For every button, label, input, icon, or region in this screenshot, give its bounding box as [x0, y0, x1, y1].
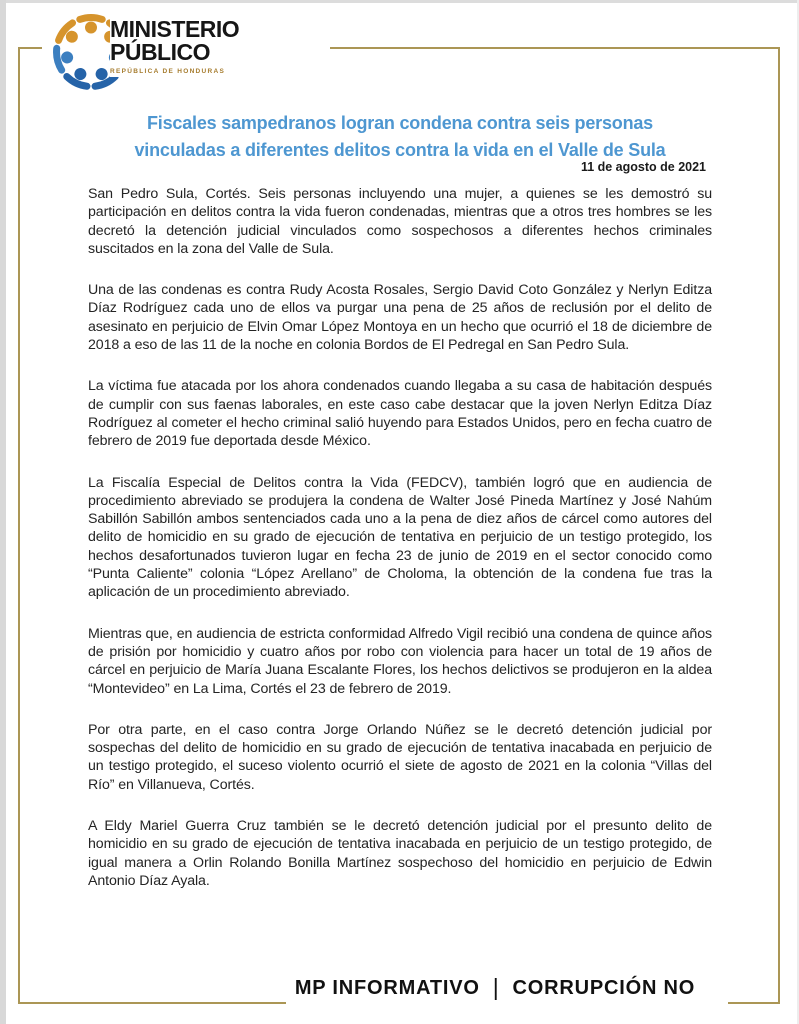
- paragraph: Una de las condenas es contra Rudy Acosta Rosales, Sergio David Coto González y Nerlyn Editza Díaz Rodríguez cada uno de ellos va purgar una pena de 25 años de reclusión por el delito de asesinato en perjuicio de Elvin Omar López Montoya en un hecho que ocurrió el 18 de diciembre de 2018 a eso de las 11 de la noche en colonia Bordos de El Pedregal en San Pedro Sula.: [88, 282, 712, 354]
- frame-border-right: [778, 47, 780, 1004]
- scan-edge-left: [0, 0, 6, 1024]
- logo-org-line2: PÚBLICO: [110, 39, 210, 65]
- frame-border-top-stub: [18, 47, 42, 49]
- paragraph: San Pedro Sula, Cortés. Seis personas incluyendo una mujer, a quienes se les demostró su participación en delitos contra la vida fueron condenadas, mientras que a otros tres hombres se les decretó la detención judicial vinculados como sospechosos a diferentes hechos criminales suscitados en la zona del Valle de Sula.: [88, 186, 712, 257]
- paragraph: Por otra parte, en el caso contra Jorge Orlando Núñez se le decretó detención judicial por sospechas del delito de homicidio en su grado de ejecución de tentativa inacabada en perjuicio de un testigo protegido, el suceso violento ocurrió el siete de agosto de 2021 en la colonia “Villas del Río” en Villanueva, Cortés.: [88, 721, 712, 793]
- logo-wordmark: [110, 18, 330, 77]
- footer-separator: |: [492, 973, 500, 1000]
- paragraph: A Eldy Mariel Guerra Cruz también se le decretó detención judicial por el presunto delito de homicidio en su grado de ejecución de tentativa inacabada en perjuicio de un testigo protegido, de igual manera a Orlin Rolando Bonilla Martínez sospechoso del homicidio en perjuicio de Edwin Antonio Díaz Ayala.: [88, 818, 712, 889]
- footer-right-label: CORRUPCIÓN NO: [512, 976, 696, 999]
- frame-border-bottom-right: [728, 1002, 780, 1004]
- article-title: [80, 110, 720, 164]
- article-title-line1: Fiscales sampedranos logran condena contra seis personas: [147, 113, 653, 133]
- paragraph: Mientras que, en audiencia de estricta conformidad Alfredo Vigil recibió una condena de quince años de prisión por homicidio y cuatro años por robo con violencia para hacer un total de 19 años de cárcel en perjuicio de María Juana Escalante Flores, los hechos delictivos se produjeron en la aldea “Montevideo” en La Lima, Cortés el 23 de febrero de 2019.: [88, 625, 712, 697]
- article-body: [88, 185, 712, 913]
- footer-left-label: MP INFORMATIVO: [294, 976, 480, 999]
- article-title-line2: vinculadas a diferentes delitos contra la vida en el Valle de Sula: [134, 140, 666, 160]
- paragraph: La víctima fue atacada por los ahora condenados cuando llegaba a su casa de habitación después de cumplir con sus faenas laborales, en este caso cabe destacar que la joven Nerlyn Editza Díaz Rodríguez al cometer el hecho criminal salió huyendo para Estados Unidos, pero en fecha cuatro de febrero de 2019 fue deportada desde México.: [88, 378, 712, 450]
- article-date: 11 de agosto de 2021: [580, 160, 706, 174]
- frame-border-bottom-left: [18, 1002, 286, 1004]
- paragraph: La Fiscalía Especial de Delitos contra la Vida (FEDCV), también logró que en audiencia de procedimiento abreviado se produjera la condena de Walter José Pineda Martínez y José Nahúm Sabillón Sabillón ambos sentenciados cada uno a la pena de diez años de cárcel como autores del delito de homicidio en su grado de ejecución de tentativa en perjuicio de un testigo protegido, los hechos desafortunados tuvieron lugar en fecha 23 de junio de 2019 en el sector conocido como “Punta Caliente” colonia “López Arellano” de Choloma, la obtención de la condena fue tras la aplicación de un procedimiento abreviado.: [88, 474, 712, 601]
- frame-border-left: [18, 47, 20, 1004]
- logo-tagline: REPÚBLICA DE HONDURAS: [110, 68, 226, 75]
- footer-banner: [250, 974, 740, 1002]
- logo-org-line1: MINISTERIO: [110, 16, 240, 42]
- scan-edge-top: [0, 0, 799, 3]
